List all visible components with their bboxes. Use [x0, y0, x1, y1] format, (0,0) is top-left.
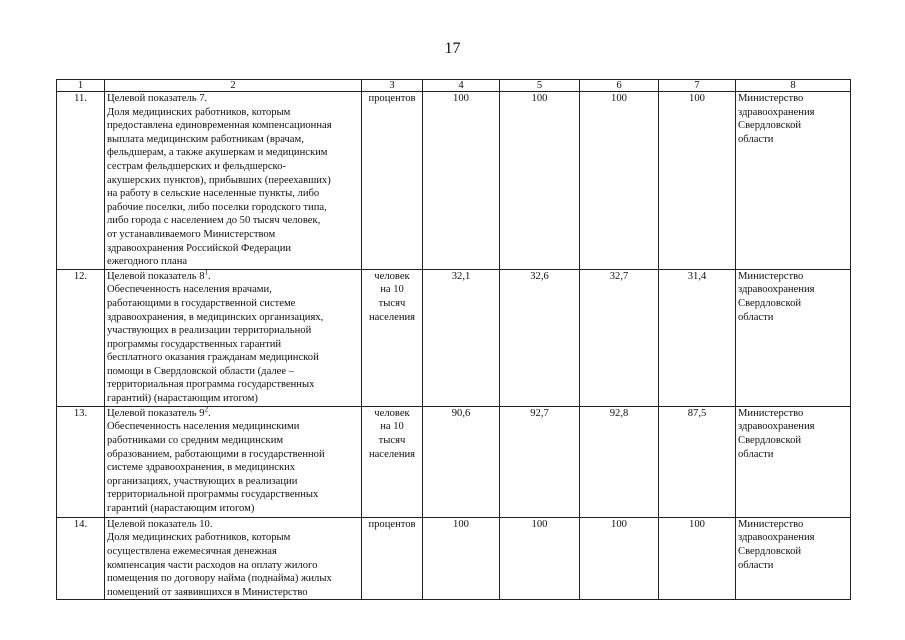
responsible-text-line: здравоохранения: [738, 532, 815, 544]
responsible-text-line: Министерство: [738, 407, 804, 419]
value-cell-6: 92,8: [580, 406, 659, 517]
indicator-text-line: фельдшерам, а также акушеркам и медицинским: [107, 147, 328, 159]
indicator-text-line: помощи в Свердловской области (далее –: [107, 365, 295, 377]
indicator-title-end: .: [208, 407, 211, 419]
responsible-text-line: Свердловской: [738, 545, 802, 557]
responsible-text-line: здравоохранения: [738, 284, 815, 296]
value-cell-7: 100: [659, 517, 736, 600]
value-cell-5: 100: [500, 517, 580, 600]
responsible-text-line: Свердловской: [738, 434, 802, 446]
indicator-text-line: образованием, работающими в государственной: [107, 448, 325, 460]
responsible-text-line: здравоохранения: [738, 106, 815, 118]
unit-cell: [362, 406, 423, 517]
value-cell-4: 100: [423, 92, 500, 270]
header-cell: 1: [57, 80, 105, 92]
table-row: [57, 517, 851, 600]
indicator-title: [107, 270, 359, 284]
indicator-text-line: ежегодного плана: [107, 256, 188, 268]
indicator-text-line: здравоохранения, в медицинских организациях,: [107, 311, 324, 323]
value-cell-4: 90,6: [423, 406, 500, 517]
row-number-cell: 11.: [57, 92, 105, 270]
header-row: [57, 80, 851, 92]
indicator-title-end: .: [208, 270, 211, 282]
responsible-text-line: области: [738, 311, 774, 323]
unit-text-line: на 10: [380, 421, 404, 433]
row-number-cell: 14.: [57, 517, 105, 600]
indicator-text-line: от устанавливаемого Министерством: [107, 228, 276, 240]
indicator-text-line: гарантий) (нарастающим итогом): [107, 393, 258, 405]
table-row: [57, 92, 851, 270]
value-cell-6: 100: [580, 92, 659, 270]
footnote-marker: 2: [204, 406, 209, 414]
indicator-title-text: Целевой показатель 8: [107, 270, 205, 282]
value-cell-5: 92,7: [500, 406, 580, 517]
indicator-text-line: либо города с населением до 50 тысяч человек,: [107, 215, 321, 227]
indicator-text-line: территориальная программа государственных: [107, 379, 315, 391]
indicator-title: [107, 407, 359, 421]
indicator-text-line: здравоохранения Российской Федерации: [107, 242, 292, 254]
responsible-executor-cell: [736, 92, 851, 270]
value-cell-7: 87,5: [659, 406, 736, 517]
indicator-title-text: Целевой показатель 9: [107, 407, 205, 419]
value-cell-6: 32,7: [580, 269, 659, 406]
indicator-title-text: Целевой показатель 10.: [107, 518, 213, 530]
unit-text-line: человек: [374, 407, 410, 419]
indicator-description-cell: [105, 92, 362, 270]
indicator-text-line: Обеспеченность населения медицинскими: [107, 421, 300, 433]
responsible-text-line: Свердловской: [738, 297, 802, 309]
footnote-marker: 1: [204, 269, 209, 277]
header-cell: 7: [659, 80, 736, 92]
indicator-text-line: сестрам фельдшерских и фельдшерско-: [107, 160, 286, 172]
unit-text-line: на 10: [380, 284, 404, 296]
row-number-cell: 12.: [57, 269, 105, 406]
unit-text-line: населения: [368, 311, 416, 323]
responsible-text-line: Министерство: [738, 518, 804, 530]
header-cell: 6: [580, 80, 659, 92]
responsible-text-line: здравоохранения: [738, 421, 815, 433]
indicator-description-cell: [105, 269, 362, 406]
value-cell-7: 100: [659, 92, 736, 270]
header-cell: 8: [736, 80, 851, 92]
value-cell-5: 100: [500, 92, 580, 270]
responsible-text-line: области: [738, 133, 774, 145]
indicator-text-line: помещений от заявившихся в Министерство: [107, 586, 308, 598]
indicator-text-line: осуществлена ежемесячная денежная: [107, 545, 277, 557]
indicator-title: [107, 92, 359, 106]
indicator-description-cell: [105, 517, 362, 600]
indicator-text-line: системе здравоохранения, в медицинских: [107, 462, 296, 474]
indicator-text-line: программы государственных гарантий: [107, 338, 282, 350]
indicator-text-line: бесплатного оказания гражданам медицинской: [107, 352, 319, 364]
row-number-cell: 13.: [57, 406, 105, 517]
unit-cell: [362, 92, 423, 270]
indicator-text-line: компенсация части расходов на оплату жилого: [107, 559, 318, 571]
header-cell: 5: [500, 80, 580, 92]
indicator-text-line: участвующих в реализации территориальной: [107, 325, 312, 337]
header-cell: 4: [423, 80, 500, 92]
unit-text-line: населения: [368, 448, 416, 460]
value-cell-7: 31,4: [659, 269, 736, 406]
unit-text-line: человек: [374, 270, 410, 282]
indicator-text-line: работниками со средним медицинским: [107, 434, 284, 446]
indicator-text-line: Доля медицинских работников, которым: [107, 106, 291, 118]
unit-text-line: процентов: [368, 93, 416, 104]
page-number: 17: [444, 40, 461, 57]
header-cell: 2: [105, 80, 362, 92]
responsible-executor-cell: [736, 517, 851, 600]
indicator-title-text: Целевой показатель 7.: [107, 93, 208, 104]
unit-text-line: процентов: [368, 518, 416, 530]
header-cell: 3: [362, 80, 423, 92]
unit-text-line: тысяч: [378, 297, 406, 309]
indicator-text-line: помещения по договору найма (поднайма) жилых: [107, 573, 332, 585]
indicators-table: [56, 79, 851, 600]
unit-cell: [362, 517, 423, 600]
indicator-text-line: гарантий (нарастающим итогом): [107, 502, 255, 514]
indicator-text-line: Доля медицинских работников, которым: [107, 532, 291, 544]
indicator-text-line: на работу в сельские населенные пункты, либо: [107, 188, 320, 200]
indicator-text-line: организациях, участвующих в реализации: [107, 475, 298, 487]
table-row: [57, 406, 851, 517]
responsible-text-line: области: [738, 559, 774, 571]
value-cell-4: 100: [423, 517, 500, 600]
indicator-text-line: Обеспеченность населения врачами,: [107, 284, 272, 296]
responsible-text-line: Свердловской: [738, 120, 802, 132]
value-cell-5: 32,6: [500, 269, 580, 406]
unit-text-line: тысяч: [378, 434, 406, 446]
responsible-executor-cell: [736, 406, 851, 517]
indicator-text-line: акушерских пунктов), прибывших (переехавших): [107, 174, 331, 186]
indicator-text-line: работающими в государственной системе: [107, 297, 296, 309]
indicator-text-line: рабочие поселки, либо поселки городского типа,: [107, 201, 327, 213]
unit-cell: [362, 269, 423, 406]
value-cell-6: 100: [580, 517, 659, 600]
indicator-text-line: выплата медицинским работникам (врачам,: [107, 133, 304, 145]
table-row: [57, 269, 851, 406]
value-cell-4: 32,1: [423, 269, 500, 406]
indicator-description-cell: [105, 406, 362, 517]
indicator-text-line: территориальной программы государственных: [107, 489, 319, 501]
responsible-executor-cell: [736, 269, 851, 406]
responsible-text-line: области: [738, 448, 774, 460]
responsible-text-line: Министерство: [738, 93, 804, 104]
responsible-text-line: Министерство: [738, 270, 804, 282]
indicator-title: [107, 518, 359, 532]
indicator-text-line: предоставлена единовременная компенсационная: [107, 120, 332, 132]
